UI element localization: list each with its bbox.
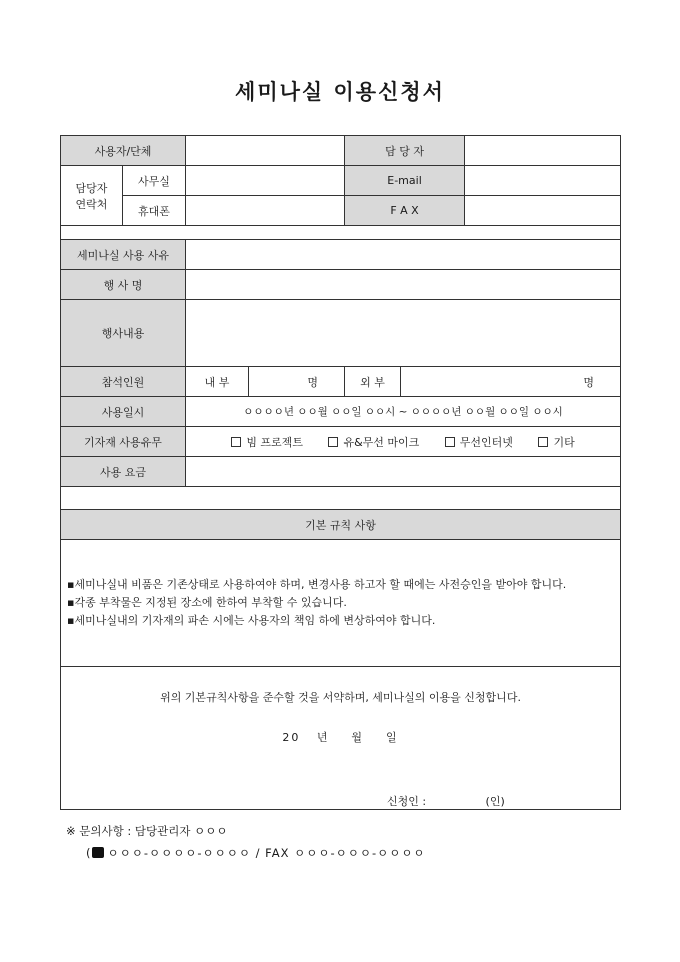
internal-count-field[interactable]: 명 (249, 367, 345, 397)
contact-line (86, 845, 426, 861)
event-content-field[interactable] (186, 300, 621, 367)
fee-label: 사용 요금 (61, 457, 186, 487)
fax-field[interactable] (465, 196, 621, 226)
email-label: E-mail (345, 166, 465, 196)
phone-icon (92, 847, 104, 858)
rules-list (61, 540, 621, 667)
pledge-section (61, 667, 621, 810)
external-count-field[interactable]: 명 (401, 367, 621, 397)
use-datetime-field[interactable]: ㅇㅇㅇㅇ년 ㅇㅇ월 ㅇㅇ일 ㅇㅇ시 ~ ㅇㅇㅇㅇ년 ㅇㅇ월 ㅇㅇ일 ㅇㅇ시 (186, 397, 621, 427)
contact-open-paren: ( (86, 846, 92, 860)
equipment-option-label: 유&무선 마이크 (343, 435, 420, 449)
contact-group-label (61, 166, 123, 226)
event-name-field[interactable] (186, 270, 621, 300)
reason-label: 세미나실 사용 사유 (61, 240, 186, 270)
checkbox-icon (231, 437, 241, 447)
rules-header: 기본 규칙 사항 (61, 510, 621, 540)
equipment-option-other[interactable] (538, 436, 574, 449)
rule-item: ▪세미나실내의 기자재의 파손 시에는 사용자의 책임 하에 변상하여야 합니다. (67, 614, 436, 627)
checkbox-icon (445, 437, 455, 447)
pledge-text: 위의 기본규칙사항을 준수할 것을 서약하며, 세미나실의 이용을 신청합니다. (160, 691, 521, 704)
mobile-label: 휴대폰 (123, 196, 186, 226)
office-field[interactable] (186, 166, 345, 196)
external-label: 외 부 (345, 367, 401, 397)
applicant-signature: 신청인 : (인) (387, 795, 505, 808)
spacer-row (61, 226, 621, 240)
checkbox-icon (328, 437, 338, 447)
equipment-option-projector[interactable] (231, 436, 303, 449)
inquiry-note: ※ 문의사항 : 담당관리자 ㅇㅇㅇ (66, 824, 228, 838)
checkbox-icon (538, 437, 548, 447)
equipment-options (186, 427, 621, 457)
rule-item: ▪각종 부착물은 지정된 장소에 한하여 부착할 수 있습니다. (67, 596, 347, 609)
contact-group-line1: 담당자 (75, 181, 108, 195)
pledge-date: 20 년 월 일 (282, 731, 399, 744)
event-name-label: 행 사 명 (61, 270, 186, 300)
equipment-label: 기자재 사용유무 (61, 427, 186, 457)
fee-field[interactable] (186, 457, 621, 487)
reason-field[interactable] (186, 240, 621, 270)
manager-label: 담 당 자 (345, 136, 465, 166)
office-label: 사무실 (123, 166, 186, 196)
attendees-label: 참석인원 (61, 367, 186, 397)
user-org-field[interactable] (186, 136, 345, 166)
user-org-label: 사용자/단체 (61, 136, 186, 166)
mobile-field[interactable] (186, 196, 345, 226)
spacer-row (61, 487, 621, 510)
application-form (60, 135, 621, 810)
equipment-option-label: 기타 (553, 435, 575, 449)
equipment-option-microphone[interactable] (328, 436, 419, 449)
use-datetime-label: 사용일시 (61, 397, 186, 427)
page-title: 세미나실 이용신청서 (235, 79, 445, 104)
equipment-option-wifi[interactable] (445, 436, 513, 449)
internal-label: 내 부 (186, 367, 249, 397)
equipment-option-label: 빔 프로젝트 (246, 435, 303, 449)
event-content-label: 행사내용 (61, 300, 186, 367)
rule-item: ▪세미나실내 비품은 기존상태로 사용하여야 하며, 변경사용 하고자 할 때에는 사전승인을 받아야 합니다. (67, 578, 567, 591)
manager-field[interactable] (465, 136, 621, 166)
email-field[interactable] (465, 166, 621, 196)
equipment-option-label: 무선인터넷 (459, 435, 513, 449)
contact-numbers: ㅇㅇㅇ-ㅇㅇㅇㅇ-ㅇㅇㅇㅇ / FAX ㅇㅇㅇ-ㅇㅇㅇ-ㅇㅇㅇㅇ (107, 846, 426, 860)
contact-group-line2: 연락처 (75, 197, 108, 211)
fax-label: F A X (345, 196, 465, 226)
